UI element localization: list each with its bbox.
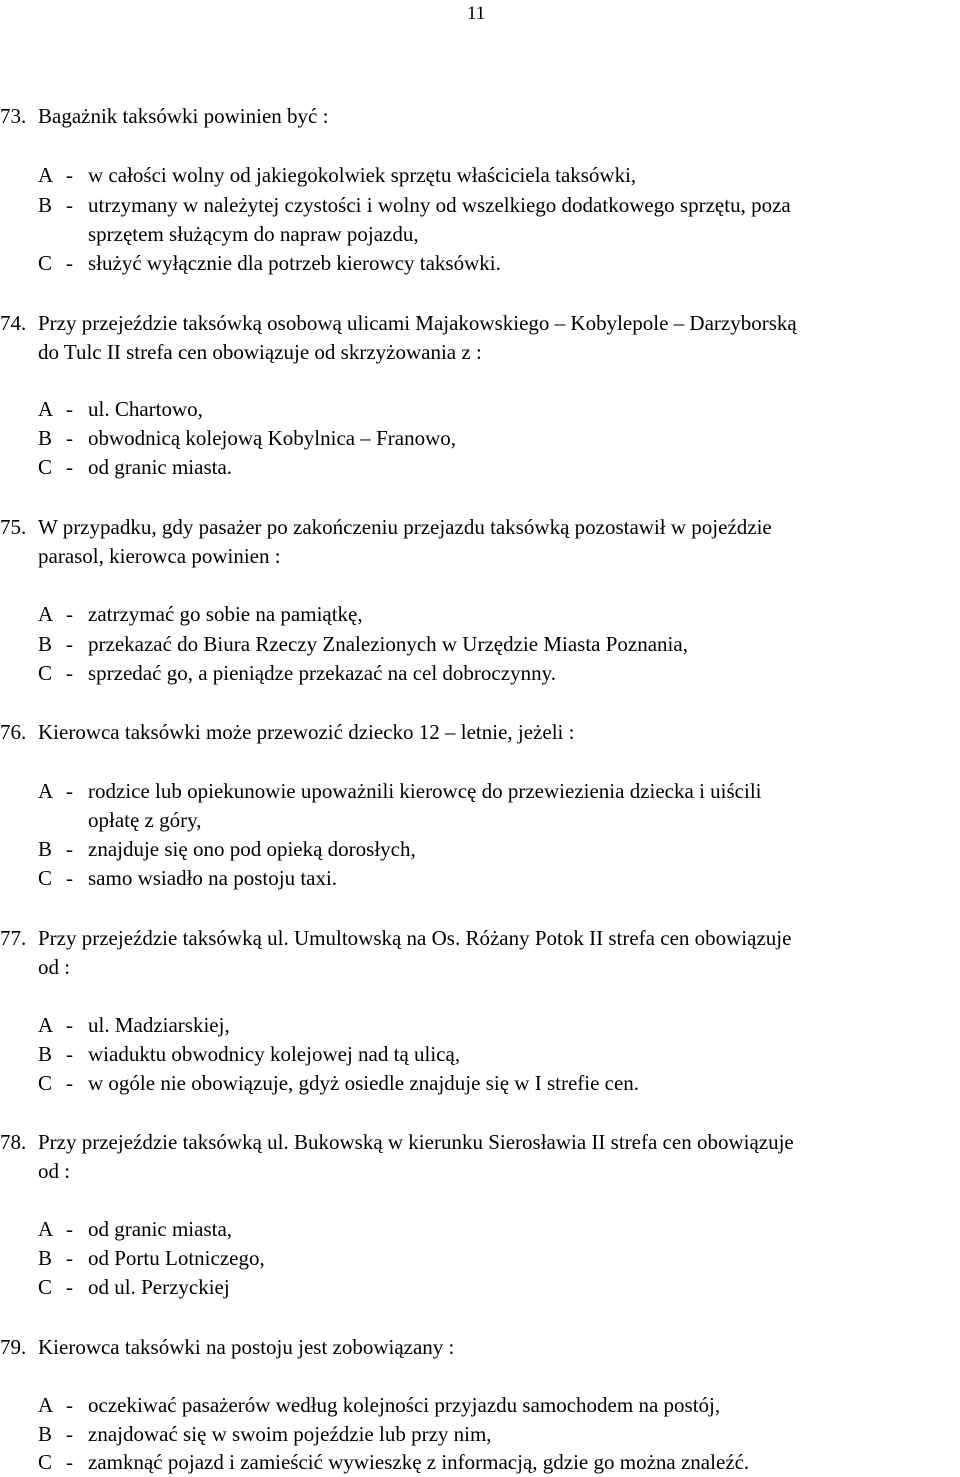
option-text: ul. Chartowo, <box>88 397 203 421</box>
option-dash: - <box>66 1217 73 1241</box>
question-number: 74. <box>0 311 27 335</box>
option-letter: C <box>38 866 53 890</box>
option-text: od ul. Perzyckiej <box>88 1275 230 1299</box>
option-dash: - <box>66 866 73 890</box>
option-dash: - <box>66 1246 73 1270</box>
question-line <box>0 1132 794 1153</box>
question-line <box>0 313 797 334</box>
option-b <box>38 195 791 216</box>
question-line <box>0 106 328 127</box>
option-text: przekazać do Biura Rzeczy Znalezionych w Urzędzie Miasta Poznania, <box>88 632 688 656</box>
option-text: zamknąć pojazd i zamieścić wywieszkę z informacją, gdzie go można znaleźć. <box>88 1450 750 1474</box>
question-line <box>0 1337 454 1358</box>
option-dash: - <box>66 163 73 187</box>
option-b-continuation: sprzętem służącym do napraw pojazdu, <box>88 222 419 246</box>
option-text: w ogóle nie obowiązuje, gdyż osiedle znajduje się w I strefie cen. <box>88 1071 640 1095</box>
question-text: Przy przejeździe taksówką ul. Umultowską na Os. Różany Potok II strefa cen obowiązuje <box>38 926 792 950</box>
option-dash: - <box>66 1042 73 1066</box>
question-number: 79. <box>0 1335 27 1359</box>
question-text: Bagażnik taksówki powinien być : <box>38 104 329 128</box>
option-text: znajduje się ono pod opieką dorosłych, <box>88 837 416 861</box>
option-letter: A <box>38 779 54 803</box>
option-b <box>38 428 456 449</box>
option-a <box>38 399 203 420</box>
option-dash: - <box>66 602 73 626</box>
question-continuation: od : <box>38 955 71 979</box>
option-text: samo wsiadło na postoju taxi. <box>88 866 338 890</box>
question-number: 73. <box>0 104 27 128</box>
option-letter: B <box>38 1422 53 1446</box>
option-text: utrzymany w należytej czystości i wolny od wszelkiego dodatkowego sprzętu, poza <box>88 193 791 217</box>
option-text: obwodnicą kolejową Kobylnica – Franowo, <box>88 426 457 450</box>
option-dash: - <box>66 426 73 450</box>
question-line <box>0 928 791 949</box>
option-text: ul. Madziarskiej, <box>88 1013 230 1037</box>
option-c <box>38 1277 230 1298</box>
option-letter: A <box>38 397 54 421</box>
option-letter: C <box>38 455 53 479</box>
option-dash: - <box>66 1393 73 1417</box>
option-a <box>38 1395 720 1416</box>
option-letter: C <box>38 661 53 685</box>
option-dash: - <box>66 1450 73 1474</box>
option-a <box>38 604 363 625</box>
option-letter: C <box>38 1450 53 1474</box>
option-dash: - <box>66 251 73 275</box>
option-text: od granic miasta. <box>88 455 233 479</box>
option-dash: - <box>66 837 73 861</box>
option-text: znajdować się w swoim pojeździe lub przy nim, <box>88 1422 492 1446</box>
option-letter: B <box>38 632 53 656</box>
option-letter: B <box>38 1042 53 1066</box>
option-c <box>38 253 501 274</box>
question-text: Przy przejeździe taksówką osobową ulicami Majakowskiego – Kobylepole – Darzyborską <box>38 311 797 335</box>
question-line <box>0 722 574 743</box>
question-text: Przy przejeździe taksówką ul. Bukowską w kierunku Sierosławia II strefa cen obowiązuje <box>38 1130 794 1154</box>
option-letter: C <box>38 1275 53 1299</box>
option-b <box>38 839 416 860</box>
option-c <box>38 1073 639 1094</box>
option-a-continuation: opłatę z góry, <box>88 808 202 832</box>
option-dash: - <box>66 661 73 685</box>
option-dash: - <box>66 632 73 656</box>
option-letter: B <box>38 837 53 861</box>
option-letter: B <box>38 1246 53 1270</box>
option-b <box>38 1424 492 1445</box>
option-letter: A <box>38 1393 54 1417</box>
question-line <box>0 517 772 538</box>
option-text: od granic miasta, <box>88 1217 233 1241</box>
option-a <box>38 165 636 186</box>
option-letter: A <box>38 1217 54 1241</box>
option-letter: B <box>38 193 53 217</box>
option-dash: - <box>66 1275 73 1299</box>
option-dash: - <box>66 1422 73 1446</box>
page-number: 11 <box>467 3 486 24</box>
question-text: Kierowca taksówki może przewozić dziecko 12 – letnie, jeżeli : <box>38 720 575 744</box>
question-number: 76. <box>0 720 27 744</box>
question-continuation: do Tulc II strefa cen obowiązuje od skrzyżowania z : <box>38 340 482 364</box>
option-text: w całości wolny od jakiegokolwiek sprzętu właściciela taksówki, <box>88 163 637 187</box>
question-number: 75. <box>0 515 27 539</box>
option-dash: - <box>66 1013 73 1037</box>
option-a <box>38 781 762 802</box>
option-dash: - <box>66 193 73 217</box>
option-letter: A <box>38 1013 54 1037</box>
option-text: sprzedać go, a pieniądze przekazać na cel dobroczynny. <box>88 661 556 685</box>
option-c <box>38 457 232 478</box>
option-dash: - <box>66 397 73 421</box>
option-letter: B <box>38 426 53 450</box>
question-continuation: parasol, kierowca powinien : <box>38 544 281 568</box>
option-letter: C <box>38 1071 53 1095</box>
question-continuation: od : <box>38 1159 71 1183</box>
option-text: rodzice lub opiekunowie upoważnili kierowcę do przewiezienia dziecka i uiścili <box>88 779 762 803</box>
option-text: zatrzymać go sobie na pamiątkę, <box>88 602 363 626</box>
option-letter: A <box>38 602 54 626</box>
option-text: służyć wyłącznie dla potrzeb kierowcy taksówki. <box>88 251 501 275</box>
option-c <box>38 663 556 684</box>
option-dash: - <box>66 1071 73 1095</box>
option-a <box>38 1015 230 1036</box>
question-text: W przypadku, gdy pasażer po zakończeniu przejazdu taksówką pozostawił w pojeździe <box>38 515 772 539</box>
option-b <box>38 1044 460 1065</box>
option-letter: A <box>38 163 54 187</box>
question-text: Kierowca taksówki na postoju jest zobowiązany : <box>38 1335 455 1359</box>
option-a <box>38 1219 232 1240</box>
option-b <box>38 634 688 655</box>
question-number: 78. <box>0 1130 27 1154</box>
question-number: 77. <box>0 926 27 950</box>
option-text: wiaduktu obwodnicy kolejowej nad tą ulicą, <box>88 1042 461 1066</box>
option-dash: - <box>66 779 73 803</box>
option-dash: - <box>66 455 73 479</box>
option-text: oczekiwać pasażerów według kolejności przyjazdu samochodem na postój, <box>88 1393 721 1417</box>
option-c <box>38 1452 749 1473</box>
option-letter: C <box>38 251 53 275</box>
option-text: od Portu Lotniczego, <box>88 1246 265 1270</box>
option-c <box>38 868 337 889</box>
option-b <box>38 1248 265 1269</box>
